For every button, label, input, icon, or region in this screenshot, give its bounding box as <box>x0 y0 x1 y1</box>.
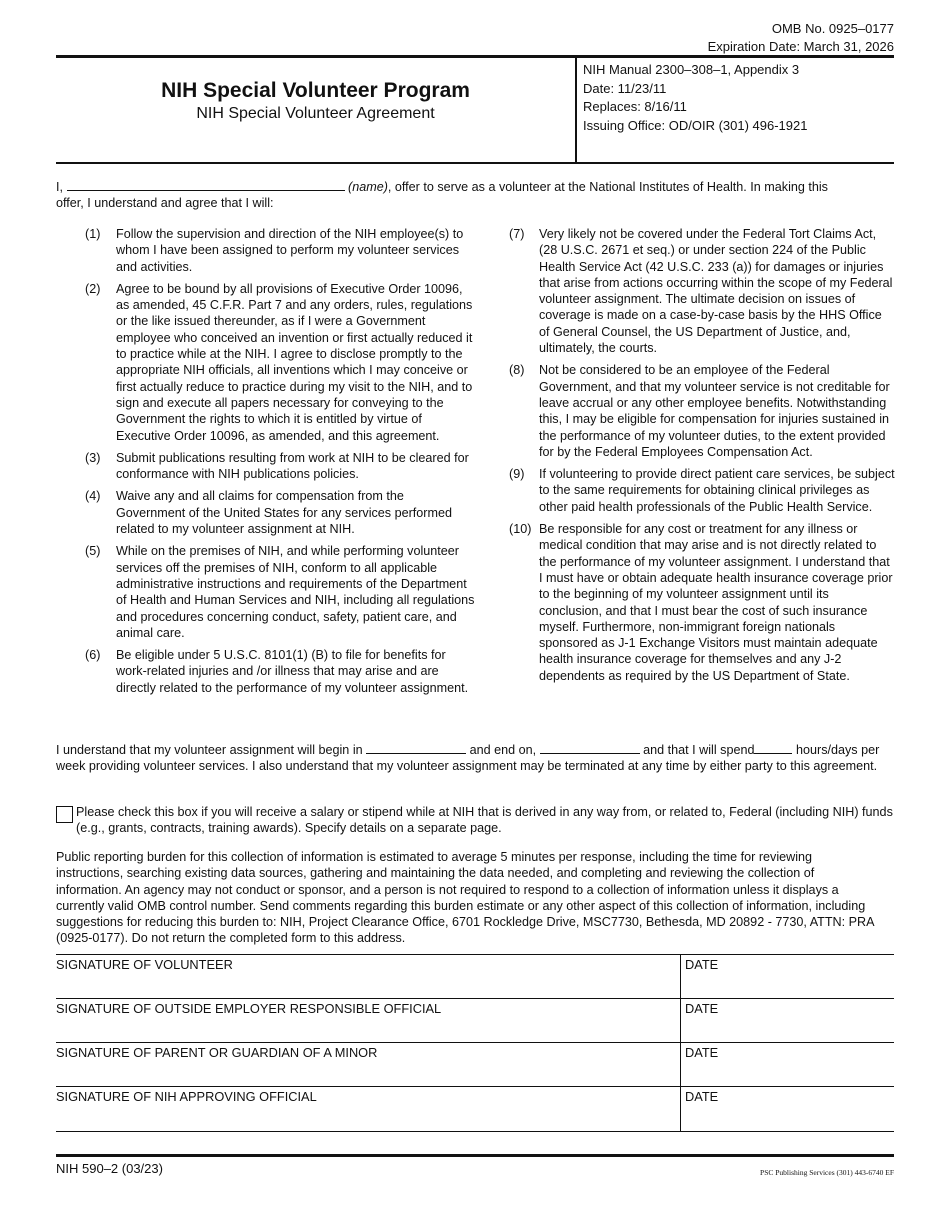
page-title: NIH Special Volunteer Program <box>161 79 470 102</box>
guardian-signature-field[interactable]: SIGNATURE OF PARENT OR GUARDIAN OF A MINOR <box>56 1045 378 1060</box>
item-number: (7) <box>509 227 525 241</box>
hours-field[interactable] <box>754 741 792 754</box>
list-item <box>509 466 895 515</box>
end-date-field[interactable] <box>540 741 640 754</box>
header-top-rule <box>56 55 894 58</box>
nih-official-signature-field[interactable]: SIGNATURE OF NIH APPROVING OFFICIAL <box>56 1089 317 1104</box>
signature-row <box>56 1086 894 1132</box>
salary-checkbox[interactable] <box>56 806 73 823</box>
manual-replaces: Replaces: 8/16/11 <box>583 99 687 115</box>
item-text: If volunteering to provide direct patient care services, be subject to the same requirements for obtaining clinical privileges as other paid health professionals of the Public Health Service. <box>539 467 895 514</box>
manual-date: Date: 11/23/11 <box>583 80 667 96</box>
item-text: Not be considered to be an employee of the Federal Government, and that my volunteer service is not creditable for leave accrual or any other employee benefits. Notwithstanding this, I may be eligible for compensation for injuries sustained in the performance of my volunteer duties, to the extent provided for by the Federal Employees Compensation Act. <box>539 363 890 459</box>
item-text: Waive any and all claims for compensation from the Government of the United States for any services performed related to my volunteer assignment at NIH. <box>116 489 452 537</box>
title-block <box>56 78 575 124</box>
omb-info <box>708 20 894 56</box>
item-text: Very likely not be covered under the Federal Tort Claims Act, (28 U.S.C. 2671 et seq.) or under section 224 of the Public Health Service Act (42 U.S.C. 233 (a)) for damages or injuries that arise from actions occurring within the scope of my Federal volunteer assignment. The ultimate decision on issues of coverage is made on a case-by-case basis by the HHS Office of General Counsel, the US Department of Justice, and, ultimately, the courts. <box>539 227 893 356</box>
assignment-paragraph <box>56 741 896 775</box>
header-bottom-rule <box>56 162 894 164</box>
burden-statement: Public reporting burden for this collection of information is estimated to average 5 minutes per response, including the time for reviewing instructions, searching existing data sources, gathering and maintaining the data needed, and completing and reviewing the collection of information. An agency may not conduct or sponsor, and a person is not required to respond to a collection of information unless it displays a currently valid OMB control number. Send comments regarding this burden estimate or any other aspect of this collection of information, including suggestions for reducing this burden to: NIH, Project Clearance Office, 6701 Rockledge Drive, MSC7730, Bethesda, MD 20892 - 7730, ATTN: PRA (0925-0177). Do not return the completed form to this address. <box>56 850 874 946</box>
header-divider <box>575 57 577 162</box>
list-item <box>85 226 475 275</box>
manual-info <box>583 61 807 135</box>
salary-checkbox-label: Please check this box if you will receive a salary or stipend while at NIH that is derived in any way from, or related to, Federal (including NIH) funds (e.g., grants, contracts, training awards). Specify details on a separate page. <box>76 805 893 836</box>
item-text: While on the premises of NIH, and while performing volunteer services off the premises of NIH, conform to all applicable administrative instructions and requirements of the Department of Health and Human Services and NIH, including all regulations and procedures concerning conduct, safety, patient care, and animal care. <box>116 544 475 640</box>
item-text: Be eligible under 5 U.S.C. 8101(1) (B) to file for benefits for work-related injuries and /or illness that may arise and are directly related to the performance of my volunteer assignment. <box>116 648 469 695</box>
list-item <box>85 647 475 696</box>
item-number: (10) <box>509 522 532 537</box>
signature-row <box>56 954 894 998</box>
item-text: Submit publications resulting from work at NIH to be cleared for conformance with NIH publications policies. <box>116 450 469 482</box>
item-number: (2) <box>85 281 101 296</box>
footer-rule <box>56 1154 894 1157</box>
assignment-text-3: and that I will spend <box>639 743 755 757</box>
assignment-text-1: I understand that my volunteer assignment will begin in <box>56 743 367 757</box>
list-item <box>85 488 475 537</box>
publisher-note: PSC Publishing Services (301) 443-6740 EF <box>760 1168 894 1177</box>
item-number: (8) <box>509 363 525 378</box>
item-number: (3) <box>85 450 101 465</box>
list-item <box>85 543 475 641</box>
signature-row <box>56 1042 894 1086</box>
page-subtitle: NIH Special Volunteer Agreement <box>196 105 435 122</box>
list-item <box>85 281 475 444</box>
employer-signature-field[interactable]: SIGNATURE OF OUTSIDE EMPLOYER RESPONSIBLE OFFICIAL <box>56 1001 442 1016</box>
item-number: (1) <box>85 227 101 241</box>
item-number: (4) <box>85 489 101 504</box>
start-date-field[interactable] <box>366 741 466 754</box>
list-item <box>85 450 475 483</box>
form-number: NIH 590–2 (03/23) <box>56 1161 163 1176</box>
item-text: Follow the supervision and direction of the NIH employee(s) to whom I have been assigned to perform my volunteer services and activities. <box>116 227 464 274</box>
agreement-items-right <box>509 226 895 690</box>
expiration-date: Expiration Date: March 31, 2026 <box>707 39 894 54</box>
list-item <box>509 362 895 460</box>
list-item <box>509 226 895 356</box>
nih-official-date-field[interactable]: DATE <box>680 1087 894 1131</box>
volunteer-date-field[interactable]: DATE <box>680 955 894 998</box>
assignment-text-2: and end on, <box>466 743 540 757</box>
assignment-text-4: hours/days per week providing volunteer services. I also understand that my volunteer assignment may be terminated at any time by either party to this agreement. <box>56 743 880 774</box>
signature-table <box>56 954 894 1132</box>
list-item <box>509 521 895 684</box>
name-label: (name) <box>348 180 388 194</box>
guardian-date-field[interactable]: DATE <box>680 1043 894 1086</box>
employer-date-field[interactable]: DATE <box>680 999 894 1042</box>
manual-reference: NIH Manual 2300–308–1, Appendix 3 <box>583 62 800 77</box>
volunteer-name-field[interactable] <box>67 178 345 191</box>
agreement-items-left <box>85 226 475 702</box>
omb-number: OMB No. 0925–0177 <box>771 21 894 36</box>
intro-prefix: I, <box>56 180 63 194</box>
issuing-office: Issuing Office: OD/OIR (301) 496-1921 <box>583 117 808 133</box>
item-text: Be responsible for any cost or treatment for any illness or medical condition that may arise and is not directly related to the performance of my volunteer assignment. I understand that I must have or obtain adequate health insurance coverage prior to the beginning of my volunteer assignment until its conclusion, and that I must bear the cost of such insurance myself. Furthermore, non-immigrant foreign nationals sponsored as J-1 Exchange Visitors must maintain adequate health insurance coverage for themselves and any J-2 dependents as required by the US Department of State. <box>539 522 893 683</box>
item-text: Agree to be bound by all provisions of Executive Order 10096, as amended, 45 C.F.R. Part 7 and any orders, rules, regulations or the like issued thereunder, as if I were a Government employee who conceived an invention or first actually reduced it to practice while at the NIH. I agree to disclose promptly to the appropriate NIH officials, all inventions which I may conceive or first actually reduce to practice during my visit to the NIH, and to sign and execute all papers necessary for conveying to the Government the rights to which it is entitled by virtue of Executive Order 10096, as amended, and this agreement. <box>116 281 473 443</box>
item-number: (6) <box>85 648 101 663</box>
signature-row <box>56 998 894 1042</box>
item-number: (9) <box>509 467 525 482</box>
volunteer-signature-field[interactable]: SIGNATURE OF VOLUNTEER <box>56 957 233 972</box>
item-number: (5) <box>85 544 101 559</box>
intro-paragraph <box>56 178 846 212</box>
intro-text: , offer to serve as a volunteer at the National Institutes of Health. In making this offer, I understand and agree that I will: <box>56 180 828 211</box>
